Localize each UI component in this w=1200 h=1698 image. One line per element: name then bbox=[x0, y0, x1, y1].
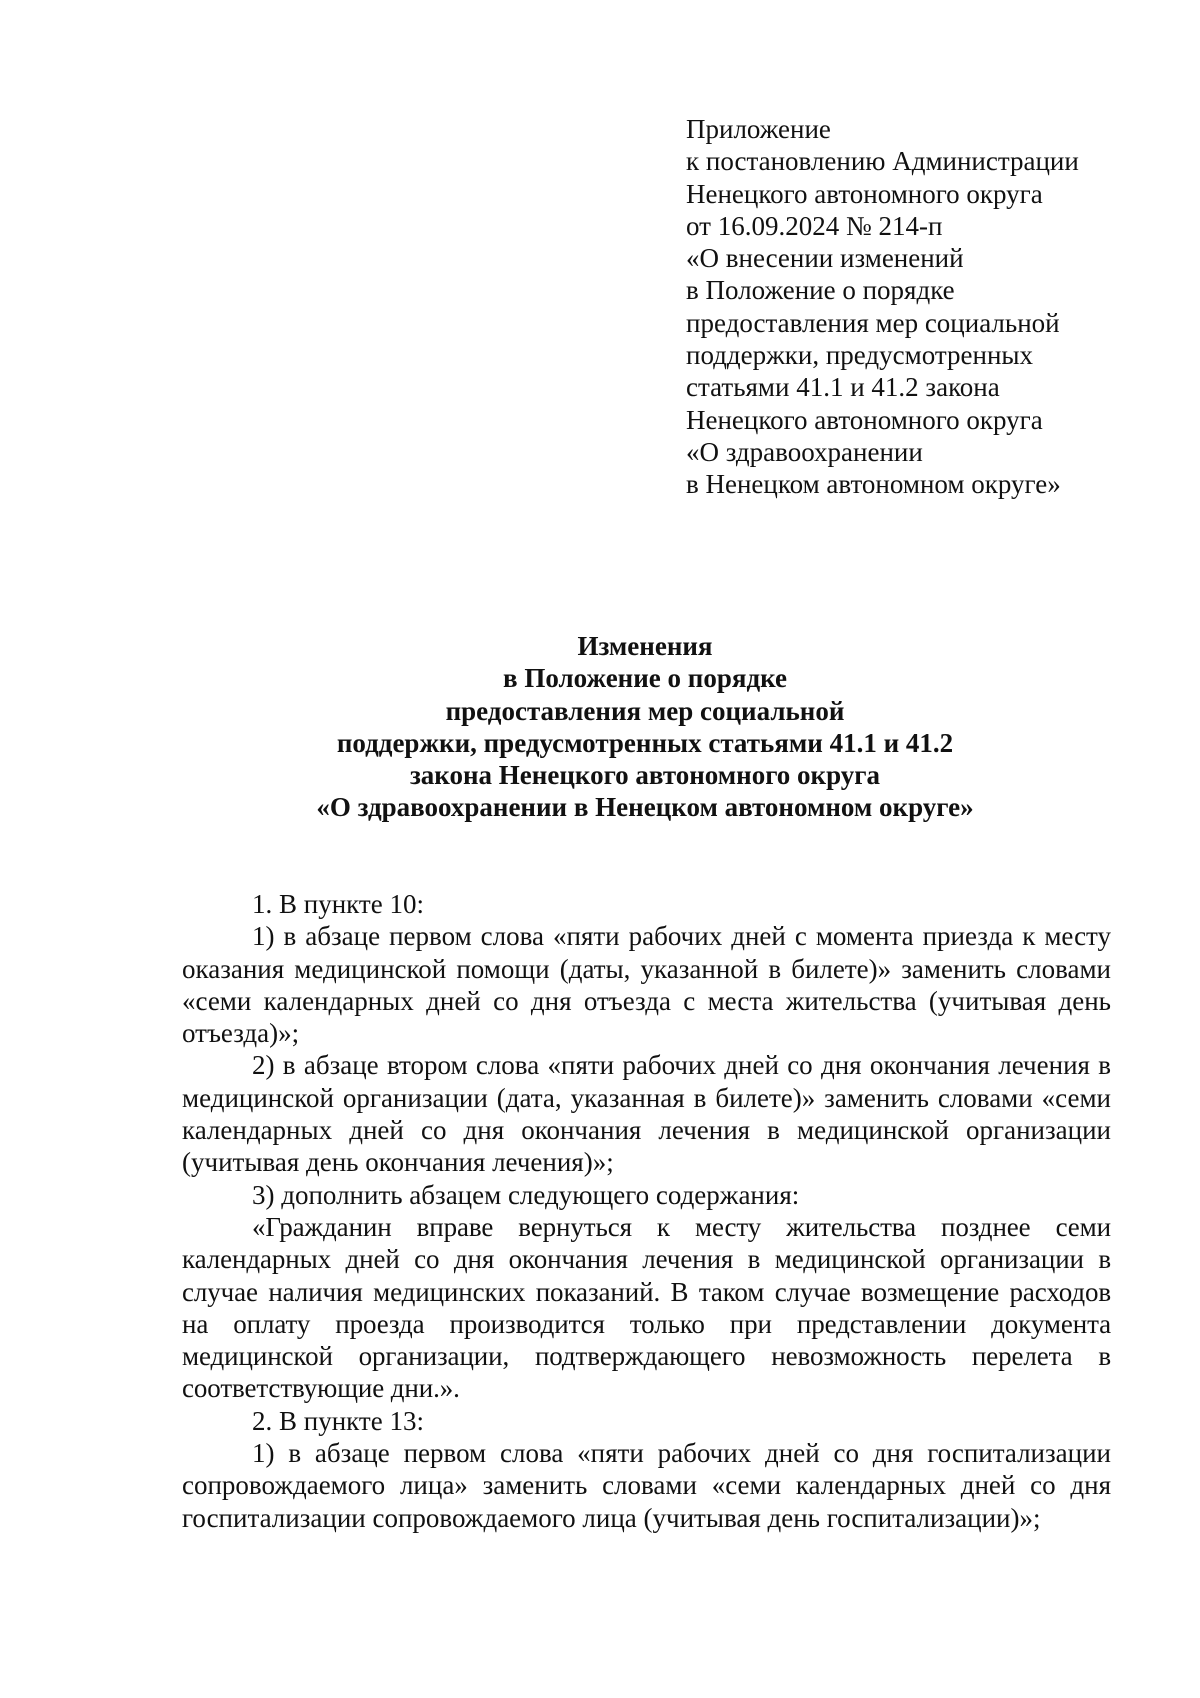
annex-line: в Положение о порядке bbox=[686, 275, 955, 306]
annex-line: статьями 41.1 и 41.2 закона bbox=[686, 372, 1000, 403]
annex-line: Приложение bbox=[686, 114, 831, 144]
title-line: предоставления мер социальной bbox=[445, 695, 845, 726]
body-paragraph: 1) в абзаце первом слова «пяти рабочих дней со дня госпитализации сопровождаемого лица» заменить словами «семи календарных дней со дня госпитализации сопровождаемого лица (учитывая день госпитализации)»; bbox=[182, 1438, 1111, 1533]
annex-line: «О здравоохранении bbox=[686, 436, 923, 467]
annex-line: «О внесении изменений bbox=[686, 243, 964, 274]
annex-line: к постановлению Администрации bbox=[686, 146, 1079, 177]
body-paragraph: «Гражданин вправе вернуться к месту жительства позднее семи календарных дней со дня окончания лечения в медицинской организации в случае наличия медицинских показаний. В таком случае возмещение расходов на оплату проезда производится только при представлении документа медицинской организации, подтверждающего невозможность перелета в соответствующие дни.». bbox=[182, 1211, 1111, 1404]
title-line: Изменения bbox=[577, 631, 713, 661]
title-line: поддержки, предусмотренных статьями 41.1 и 41.2 bbox=[336, 727, 954, 758]
annex-line: Ненецкого автономного округа bbox=[686, 404, 1043, 435]
body-paragraph: 3) дополнить абзацем следующего содержания: bbox=[252, 1179, 800, 1210]
annex-line: поддержки, предусмотренных bbox=[686, 340, 1034, 371]
annex-line: в Ненецком автономном округе» bbox=[686, 469, 1061, 500]
annex-line: Ненецкого автономного округа bbox=[686, 178, 1043, 209]
title-line: «О здравоохранении в Ненецком автономном округе» bbox=[316, 792, 974, 823]
body-paragraph: 2) в абзаце втором слова «пяти рабочих дней со дня окончания лечения в медицинской организации (дата, указанная в билете)» заменить словами «семи календарных дней со дня окончания лечения в медицинской организации (учитывая день окончания лечения)»; bbox=[182, 1050, 1111, 1178]
annex-line: от 16.09.2024 № 214-п bbox=[686, 210, 943, 241]
annex-header bbox=[686, 113, 1146, 501]
document-title bbox=[150, 630, 1140, 824]
annex-line: предоставления мер социальной bbox=[686, 307, 1060, 338]
document-body bbox=[182, 888, 1111, 1534]
body-paragraph: 1) в абзаце первом слова «пяти рабочих дней с момента приезда к месту оказания медицинской помощи (даты, указанной в билете)» заменить словами «семи календарных дней со дня отъезда с места жительства (учитывая день отъезда)»; bbox=[182, 921, 1111, 1049]
body-paragraph: 1. В пункте 10: bbox=[252, 889, 424, 919]
title-line: закона Ненецкого автономного округа bbox=[409, 760, 881, 791]
body-paragraph: 2. В пункте 13: bbox=[252, 1405, 424, 1436]
title-line: в Положение о порядке bbox=[503, 663, 787, 694]
